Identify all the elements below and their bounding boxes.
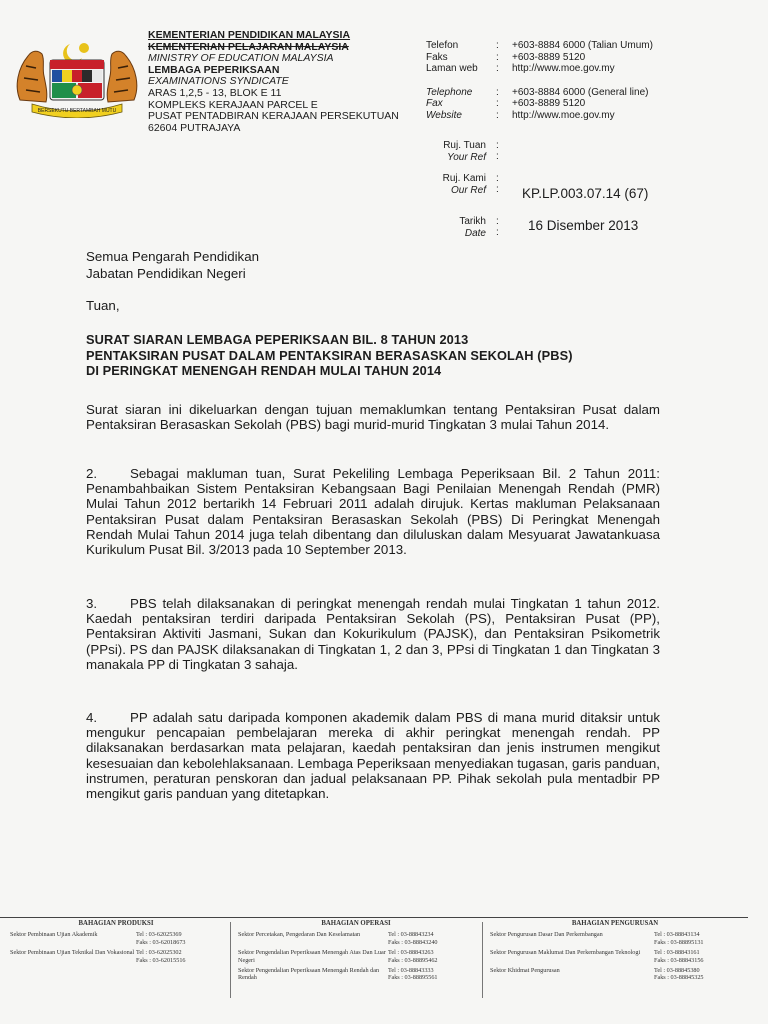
letter-subject <box>86 332 573 379</box>
contact-value: +603-8889 5120 <box>512 51 586 63</box>
footer-column-title: BAHAGIAN OPERASI <box>321 920 391 927</box>
org-line-ministry: KEMENTERIAN PENDIDIKAN MALAYSIA <box>148 29 351 41</box>
salutation: Tuan, <box>86 298 120 313</box>
footer-row: Sektor Pembinaan Ujian Teknikal Dan Vokasional Tel : 03-62025302 Faks : 03-62015516 <box>10 949 186 964</box>
paragraph-number: 2. <box>86 466 98 481</box>
contact-row-website: Website : http://www.moe.gov.my <box>426 109 615 121</box>
org-line-address-4: 62604 PUTRAJAYA <box>148 121 241 134</box>
paragraph-1: Surat siaran ini dikeluarkan dengan tujuan memaklumkan tentang Pentaksiran Pusat dalam Pentaksiran Berasaskan Sekolah (PBS) bagi murid-murid Tingkatan 3 mulai Tahun 2014. <box>86 402 660 433</box>
footer-column-title: BAHAGIAN PENGURUSAN <box>571 920 659 927</box>
org-line-ministry-en: MINISTRY OF EDUCATION MALAYSIA <box>148 52 334 65</box>
paragraph-text: PBS telah dilaksanakan di peringkat menengah rendah mulai Tingkatan 1 tahun 2012. Kaedah pentaksiran terdiri daripada Pentaksiran Sekolah (PS), Pentaksiran Pusat (PP), Pentaksiran Aktiviti Jasmani, Sukan dan Kokurikulum (PAJSK), dan Pentaksiran Psikometrik (PPsi). PS dan PAJSK dilaksanakan di Tingkatan 1, 2 dan 3, PPsi di Tingkatan 1 dan Tingkatan 3 manakala PP di Tingkatan 3 sahaja. <box>86 596 660 672</box>
contact-value: http://www.moe.gov.my <box>512 109 615 121</box>
paragraph-text: PP adalah satu daripada komponen akademik dalam PBS di mana murid ditaksir untuk mengukur pencapaian pembelajaran mereka di akhir peringkat menengah rendah. PP dilaksanakan berdasarkan mata pelajaran, kaedah pentaksiran dan jenis instrumen mengikut kesesuaian dan kebolehlaksanaan. Lembaga Peperiksaan menyediakan tugasan, garis panduan, instrumen, peraturan penskoran dan jadual pelaksanaan PP. Pihak sekolah pula mentadbir PP mengikut garis panduan yang ditetapkan. <box>86 710 660 802</box>
contact-value: +603-8889 5120 <box>512 98 586 109</box>
org-line-old-ministry: KEMENTERIAN PELAJARAN MALAYSIA <box>148 40 349 53</box>
footer-divider <box>0 917 748 918</box>
contact-label: Telephone <box>426 86 473 98</box>
footer-row: Sektor Pengendalian Peperiksaan Menengah Rendah dan Rendah Tel : 03-88843333 Faks : 03-88895561 <box>238 967 438 982</box>
coat-of-arms-icon <box>12 38 142 118</box>
contact-label: Telefon <box>426 40 459 51</box>
contact-row-fax: Fax : +603-8889 5120 <box>426 98 586 109</box>
org-line-address-1: ARAS 1,2,5 - 13, BLOK E 11 <box>148 86 282 99</box>
date-label: Tarikh Date <box>459 216 486 239</box>
recipient-line: Semua Pengarah Pendidikan <box>86 249 259 264</box>
letterhead-organization <box>148 30 399 134</box>
contact-label: Laman web <box>426 63 478 74</box>
contact-label: Faks <box>426 51 448 63</box>
footer-row: Sektor Pengendalian Peperiksaan Menengah Atas Dan Luar Negeri Tel : 03-88843263 Faks : 03-88895462 <box>238 949 438 964</box>
footer-row: Sektor Pembinaan Ujian Akademik Tel : 03-62025369 Faks : 03-62018673 <box>10 931 186 946</box>
footer-column-title: BAHAGIAN PRODUKSI <box>78 920 154 927</box>
contact-block <box>426 40 653 121</box>
our-ref-value: KP.LP.003.07.14 (67) <box>522 186 649 201</box>
recipient-line: Jabatan Pendidikan Negeri <box>86 266 246 281</box>
footer-row: Sektor Khidmat Pengurusan Tel : 03-88845380 Faks : 03-88845325 <box>490 967 704 982</box>
paragraph-3 <box>86 596 660 672</box>
footer-column-operasi <box>238 920 474 985</box>
contact-row-faks: Faks : +603-8889 5120 <box>426 51 586 63</box>
paragraph-text: Sebagai makluman tuan, Surat Pekeliling Lembaga Peperiksaan Bil. 2 Tahun 2011: Penambahbaikan Sistem Pentaksiran Kebangsaan Bagi Penilaian Menengah Rendah (PMR) Mulai Tahun 2012 bertarikh 14 Februari 2011 adalah dirujuk. Kertas makluman Pelaksanaan Pentaksiran Pusat dalam Pentaksiran Berasaskan Sekolah (PBS) Di Peringkat Menengah Rendah Mulai Tahun 2014 juga telah dibentang dan diluluskan dalam Mesyuarat Jawatankuasa Kurikulum Pusat Bil. 3/2013 pada 10 September 2013. <box>86 466 660 558</box>
contact-row-laman-web: Laman web : http://www.moe.gov.my <box>426 63 615 74</box>
recipient-address <box>86 248 259 282</box>
footer-column-pengurusan <box>490 920 740 985</box>
footer-row: Sektor Pengurusan Dasar Dan Perkembangan Tel : 03-88843134 Faks : 03-88895131 <box>490 931 704 946</box>
crest-motto: BERSEKUTU BERTAMBAH MUTU <box>37 108 117 114</box>
footer-row: Sektor Pengurusan Maklumat Dan Perkembangan Teknologi Tel : 03-88843161 Faks : 03-88843156 <box>490 949 704 964</box>
your-ref-colon: : : <box>496 140 499 162</box>
subject-line: SURAT SIARAN LEMBAGA PEPERIKSAAN BIL. 8 TAHUN 2013 <box>86 332 469 347</box>
contact-row-telefon: Telefon : +603-8884 6000 (Talian Umum) <box>426 40 653 51</box>
contact-row-telephone: Telephone : +603-8884 6000 (General line) <box>426 86 649 98</box>
footer-column-separator <box>230 922 231 998</box>
contact-value: http://www.moe.gov.my <box>512 63 615 74</box>
footer-row: Sektor Percetakan, Pengedaran Dan Keselamatan Tel : 03-88843234 Faks : 03-88843240 <box>238 931 438 946</box>
paragraph-2 <box>86 466 660 557</box>
subject-line: PENTAKSIRAN PUSAT DALAM PENTAKSIRAN BERASASKAN SEKOLAH (PBS) <box>86 347 573 363</box>
date-colon: : : <box>496 216 499 238</box>
contact-value: +603-8884 6000 (Talian Umum) <box>512 40 653 51</box>
footer-column-separator <box>482 922 483 998</box>
contact-label: Website <box>426 109 462 121</box>
date-value: 16 Disember 2013 <box>528 218 639 233</box>
paragraph-number: 3. <box>86 596 98 611</box>
org-line-syndicate: LEMBAGA PEPERIKSAAN <box>148 63 280 76</box>
paragraph-number: 4. <box>86 710 98 725</box>
contact-label: Fax <box>426 98 443 109</box>
our-ref-label: Ruj. Kami Our Ref <box>442 173 486 196</box>
paragraph-4 <box>86 710 660 801</box>
org-line-address-3: PUSAT PENTADBIRAN KERAJAAN PERSEKUTUAN <box>148 110 399 123</box>
contact-value: +603-8884 6000 (General line) <box>512 86 649 98</box>
org-line-address-2: KOMPLEKS KERAJAAN PARCEL E <box>148 98 318 111</box>
your-ref-label: Ruj. Tuan Your Ref <box>443 140 486 163</box>
footer-column-produksi <box>10 920 222 967</box>
org-line-syndicate-en: EXAMINATIONS SYNDICATE <box>148 75 289 88</box>
subject-line: DI PERINGKAT MENENGAH RENDAH MULAI TAHUN 2014 <box>86 363 442 379</box>
our-ref-colon: : : <box>496 173 499 195</box>
